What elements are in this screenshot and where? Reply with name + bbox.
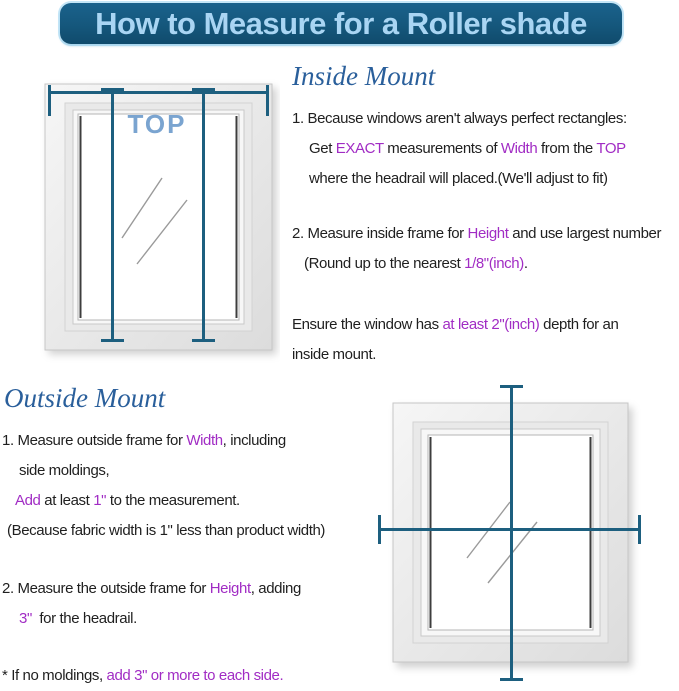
- title-banner: [60, 3, 622, 44]
- text-line: [2, 516, 325, 546]
- text-run: for the headrail.: [31, 610, 137, 627]
- text-run: Add: [15, 492, 41, 509]
- text-run: 2. Measure inside frame for: [292, 225, 468, 242]
- text-run: inside mount.: [292, 346, 377, 363]
- text-line: [292, 164, 627, 194]
- text-line: [2, 456, 325, 486]
- text-run: and use largest number: [508, 225, 662, 242]
- inside-mount-heading: Inside Mount: [292, 61, 436, 91]
- text-run: where the headrail will placed.(We'll adjust to fit): [309, 170, 608, 187]
- text-run: from the: [537, 140, 597, 157]
- text-run: Get: [309, 140, 336, 157]
- inside-mount-step-1: [292, 104, 627, 194]
- text-line: [2, 661, 283, 691]
- text-run: (Because fabric width is 1" less than product width): [7, 522, 326, 539]
- outside-mount-step-2: [2, 574, 301, 634]
- text-run: at least 2"(inch): [442, 316, 540, 333]
- text-run: .: [523, 255, 528, 272]
- text-run: side moldings,: [19, 462, 110, 479]
- inside-mount-window-illustration: [40, 78, 280, 363]
- text-run: add 3" or more to each side.: [106, 667, 284, 684]
- outside-mount-heading: Outside Mount: [4, 383, 166, 413]
- text-line: [2, 574, 301, 604]
- text-line: [2, 426, 325, 456]
- inside-mount-depth-note: [292, 310, 618, 370]
- outside-mount-step-1: [2, 426, 325, 546]
- text-run: 1/8"(inch): [464, 255, 524, 272]
- text-run: measurements of: [383, 140, 501, 157]
- text-run: (Round up to the nearest: [304, 255, 465, 272]
- text-run: 3": [19, 610, 32, 627]
- text-run: * If no moldings,: [2, 667, 107, 684]
- text-run: 1. Measure outside frame for: [2, 432, 187, 449]
- text-line: [2, 486, 325, 516]
- text-run: , including: [222, 432, 286, 449]
- text-run: 2. Measure the outside frame for: [2, 580, 210, 597]
- text-run: TOP: [596, 140, 626, 157]
- outside-mount-window-illustration: [372, 378, 657, 685]
- text-run: to the measurement.: [106, 492, 240, 509]
- text-line: [292, 219, 661, 249]
- text-line: [292, 310, 618, 340]
- text-run: 1": [93, 492, 107, 509]
- text-run: 1. Because windows aren't always perfect rectangles:: [292, 110, 627, 127]
- text-run: Height: [209, 580, 251, 597]
- text-line: [292, 104, 627, 134]
- text-run: Ensure the window has: [292, 316, 443, 333]
- page-title: How to Measure for a Roller shade: [95, 5, 587, 41]
- text-run: EXACT: [335, 140, 384, 157]
- text-run: Width: [186, 432, 223, 449]
- text-run: Height: [467, 225, 509, 242]
- window-top-label: TOP: [127, 109, 187, 139]
- text-run: Width: [500, 140, 538, 157]
- inside-mount-step-2: [292, 219, 661, 279]
- text-line: [292, 134, 627, 164]
- text-line: [292, 249, 661, 279]
- text-line: [2, 604, 301, 634]
- text-run: , adding: [250, 580, 301, 597]
- text-run: depth for an: [539, 316, 619, 333]
- outside-mount-footnote: [2, 661, 283, 691]
- text-run: at least: [40, 492, 94, 509]
- text-line: [292, 340, 618, 370]
